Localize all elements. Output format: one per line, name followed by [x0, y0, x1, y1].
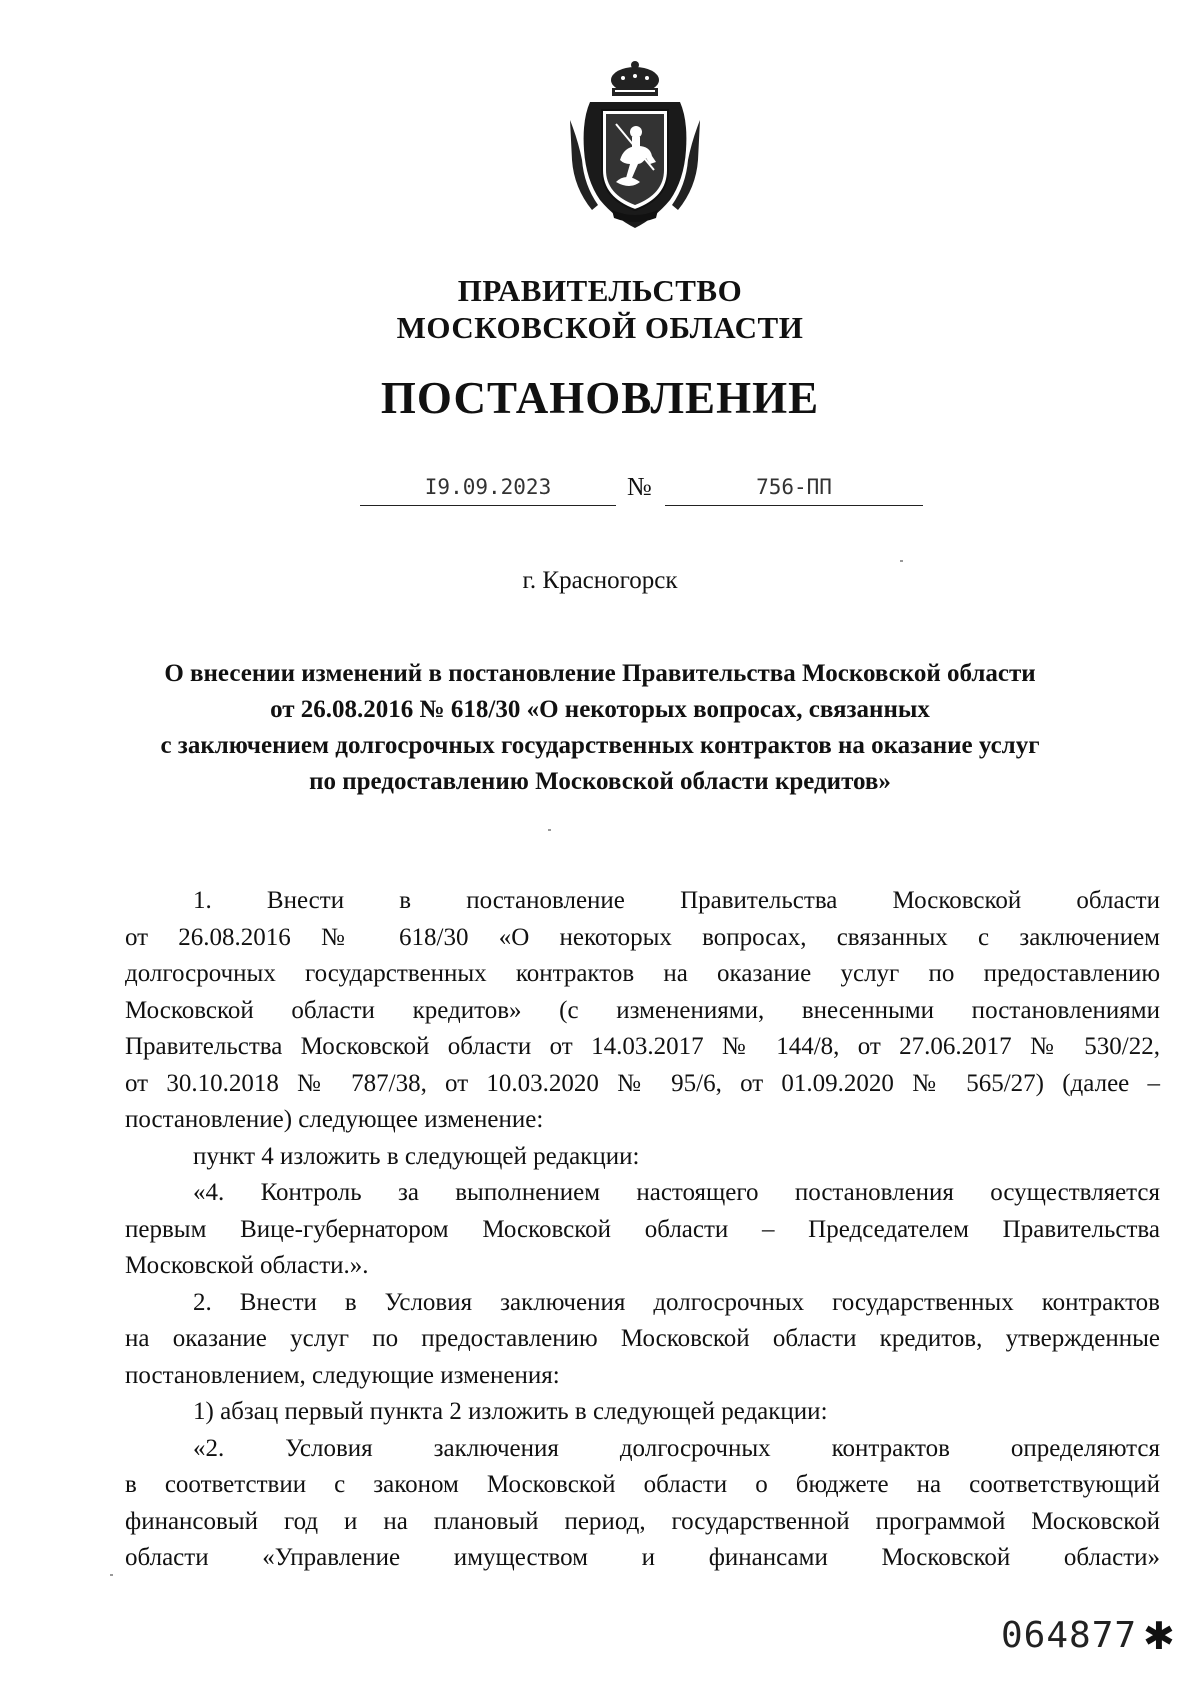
coat-of-arms-icon: [560, 60, 710, 232]
scan-speck: [900, 560, 903, 562]
body-line: в соответствии с законом Московской области о бюджете на соответствующий: [125, 1471, 1160, 1498]
document-date: I9.09.2023: [360, 473, 616, 506]
issue-city: г. Красногорск: [522, 567, 678, 594]
body-line: Московской области кредитов» (с изменениями, внесенными постановлениями: [125, 996, 1160, 1024]
organization-name-line2: МОСКОВСКОЙ ОБЛАСТИ: [396, 310, 804, 345]
document-number: 756-ПП: [665, 473, 923, 506]
body-line: постановление) следующее изменение:: [125, 1106, 544, 1133]
body-line: 1) абзац первый пункта 2 изложить в следующей редакции:: [193, 1398, 828, 1425]
document-body: [125, 883, 1160, 1577]
body-line: области «Управление имуществом и финансами Московской области»: [125, 1544, 1160, 1571]
scan-speck: [110, 1574, 113, 1576]
document-type-title: ПОСТАНОВЛЕНИЕ: [380, 373, 820, 423]
body-line: от 30.10.2018 № 787/38, от 10.03.2020 № 95/6, от 01.09.2020 № 565/27) (далее –: [125, 1069, 1160, 1097]
body-line: 1. Внести в постановление Правительства Московской области: [193, 887, 1160, 914]
body-line: долгосрочных государственных контрактов на оказание услуг по предоставлению: [125, 960, 1160, 987]
body-line: Московской области.».: [125, 1252, 369, 1279]
subject-line: от 26.08.2016 № 618/30 «О некоторых вопросах, связанных: [270, 696, 930, 723]
body-line: пункт 4 изложить в следующей редакции:: [193, 1142, 640, 1170]
subject-line: О внесении изменений в постановление Правительства Московской области: [164, 660, 1036, 687]
document-subject: [0, 656, 1200, 800]
scan-speck: [548, 829, 551, 831]
number-sign: №: [627, 472, 652, 501]
serial-number: 064877: [1001, 1615, 1138, 1656]
body-line: Правительства Московской области от 14.03.2017 № 144/8, от 27.06.2017 № 530/22,: [125, 1033, 1160, 1060]
body-line: на оказание услуг по предоставлению Московской области кредитов, утвержденные: [125, 1325, 1160, 1352]
body-line: 2. Внести в Условия заключения долгосрочных государственных контрактов: [193, 1288, 1160, 1316]
body-line: от 26.08.2016 № 618/30 «О некоторых вопросах, связанных с заключением: [125, 923, 1160, 951]
body-line: финансовый год и на плановый период, государственной программой Московской: [125, 1507, 1160, 1535]
body-line: «4. Контроль за выполнением настоящего постановления осуществляется: [193, 1179, 1160, 1206]
body-line: первым Вице-губернатором Московской области – Председателем Правительства: [125, 1215, 1160, 1243]
subject-line: с заключением долгосрочных государственных контрактов на оказание услуг: [160, 732, 1040, 759]
asterisk-mark-icon: ✱: [1143, 1614, 1175, 1658]
body-line: постановлением, следующие изменения:: [125, 1361, 560, 1389]
body-line: «2. Условия заключения долгосрочных контрактов определяются: [193, 1434, 1160, 1462]
subject-line: по предоставлению Московской области кредитов»: [309, 768, 891, 795]
organization-name-line1: ПРАВИТЕЛЬСТВО: [457, 273, 743, 308]
